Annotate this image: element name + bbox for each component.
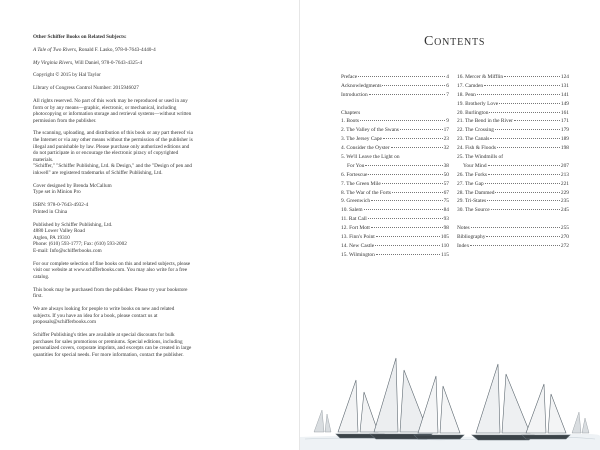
related-book-2-title: My Virginia Rivers, [33, 59, 74, 66]
toc-entry[interactable] [341, 234, 449, 243]
toc-entry-page: 50 [443, 171, 449, 178]
toc-entry[interactable] [457, 154, 569, 163]
purchase-notice: This book may be purchased from the publisher. Please try your bookstore first. [33, 286, 188, 300]
toc-leader-dots [376, 253, 440, 255]
toc-entry[interactable] [457, 172, 569, 181]
toc-entry-title: 5. We'll Leave the Light on [341, 154, 400, 161]
toc-leader-dots [491, 208, 560, 210]
toc-entry-title: 23. The Canals [457, 136, 490, 143]
toc-entry-title: 28. The Dammed [457, 189, 495, 196]
toc-entry-page: 67 [443, 189, 449, 196]
related-books-heading: Other Schiffer Books on Related Subjects: [33, 34, 127, 40]
toc-entry[interactable] [341, 190, 449, 199]
toc-entry-title: 18. Penn [457, 91, 476, 98]
toc-entry-page: 93 [443, 216, 449, 223]
toc-entry-page: 110 [441, 242, 449, 249]
toc-entry-title: 3. The Jersey Cape [341, 136, 382, 143]
trademark-notice: "Schiffer," "Schiffer Publishing, Ltd. & Design," and the "Design of pen and inkwell" are registered trademarks of Schiffer Publishing, Ltd. [33, 163, 193, 177]
discounts-notice: Schiffer Publishing's titles are available at special discounts for bulk purchases for sales promotions or premiums. Special editions, including personalized covers, corporate imprints, and excerpts can be created in large quantities for special needs. For more information, contact the publisher. [33, 332, 192, 358]
toc-leader-dots [471, 226, 560, 228]
toc-leader-dots [392, 191, 443, 193]
toc-entry[interactable] [457, 225, 569, 234]
toc-entry-page: 23 [443, 136, 449, 143]
toc-entry[interactable] [341, 198, 449, 207]
toc-entry-page: 198 [560, 145, 569, 152]
toc-entry-title: 24. Fish & Floods [457, 145, 496, 152]
toc-leader-dots [382, 84, 445, 86]
toc-entry-page: 9 [446, 118, 449, 125]
distant-boat-right [572, 412, 589, 433]
publisher-city: Atglen, PA 19310 [33, 234, 70, 241]
toc-entry[interactable] [457, 74, 569, 83]
toc-entry-title: 14. New Castle [341, 242, 375, 249]
toc-entry-page: 141 [560, 91, 569, 98]
toc-entry-page: 161 [560, 109, 569, 116]
toc-entry[interactable] [341, 92, 449, 101]
toc-entry[interactable] [457, 136, 569, 145]
toc-leader-dots [485, 182, 560, 184]
toc-leader-dots [514, 119, 560, 121]
publisher-street: 4880 Lower Valley Road [33, 228, 85, 235]
toc-entry-title: Acknowledgments [341, 82, 382, 89]
related-book-1-title: A Tale of Two Rivers, [33, 46, 78, 53]
toc-entry-title: 27. The Gap [457, 180, 484, 187]
toc-leader-dots [470, 244, 560, 246]
toc-entry-title: Your Mind [463, 162, 487, 169]
toc-entry-page: 272 [560, 242, 569, 249]
toc-entry[interactable] [341, 216, 449, 225]
toc-entry-title: 8. The War of the Forts [341, 189, 391, 196]
toc-entry-page: 75 [443, 198, 449, 205]
toc-leader-dots [365, 164, 442, 166]
toc-entry[interactable] [457, 92, 569, 101]
toc-entry[interactable] [457, 234, 569, 243]
schooner-3 [414, 376, 464, 439]
toc-entry-page: 221 [560, 180, 569, 187]
toc-entry[interactable] [457, 118, 569, 127]
toc-leader-dots [371, 226, 443, 228]
typeset-credit: Type set in Minion Pro [33, 189, 81, 196]
schooner-4 [472, 364, 534, 440]
toc-entry-page: 235 [560, 198, 569, 205]
toc-entry-page: 255 [560, 225, 569, 232]
toc-entry[interactable] [341, 136, 449, 145]
related-book-1-details: Ronald F. Lasko, 978-0-7643-4440-4 [77, 46, 156, 53]
toc-entry-page: 149 [560, 100, 569, 107]
toc-entry-page: 115 [441, 251, 449, 258]
toc-entry-title: 26. The Forks [457, 171, 487, 178]
publisher-email: E-mail: Info@schifferbooks.com [33, 247, 102, 254]
toc-leader-dots [360, 119, 445, 121]
toc-entry-page: 6 [446, 82, 449, 89]
toc-entry[interactable] [457, 83, 569, 92]
toc-entry[interactable] [341, 172, 449, 181]
toc-entry-page: 32 [443, 145, 449, 152]
toc-entry-title: 1. Boots [341, 118, 359, 125]
toc-entry-title: 10. Salem [341, 207, 363, 214]
toc-leader-dots [499, 102, 560, 104]
toc-leader-dots [487, 199, 560, 201]
toc-leader-dots [477, 93, 560, 95]
toc-entry[interactable] [457, 110, 569, 119]
toc-leader-dots [497, 146, 560, 148]
toc-entry-page: 98 [443, 225, 449, 232]
toc-entry-title: 13. Finn's Point [341, 234, 375, 241]
toc-entry-title: 12. Fort Mott [341, 225, 370, 232]
toc-entry-title: 29. Tri-States [457, 198, 487, 205]
toc-column-right [457, 74, 569, 252]
toc-entry-page: 38 [443, 162, 449, 169]
authors-notice: We are always looking for people to write books on new and related subjects. If you have an idea for a book, please contact us at proposals@schifferbooks.com [33, 306, 175, 326]
toc-entry[interactable] [341, 225, 449, 234]
toc-entry[interactable] [341, 74, 449, 83]
toc-leader-dots [391, 146, 443, 148]
toc-leader-dots [368, 217, 443, 219]
toc-entry-page: 4 [446, 74, 449, 80]
toc-leader-dots [375, 244, 440, 246]
toc-entry[interactable] [341, 163, 449, 172]
toc-leader-dots [490, 137, 560, 139]
toc-entry-title: Introduction [341, 91, 368, 98]
toc-entry[interactable] [457, 198, 569, 207]
contents-title: Contents [424, 34, 486, 49]
toc-entry-title: 20. Burlington [457, 109, 489, 116]
toc-entry[interactable] [341, 252, 449, 261]
related-book-2 [33, 60, 193, 67]
toc-entry-title: Index [457, 242, 470, 249]
toc-entry[interactable] [341, 118, 449, 127]
toc-entry-page: 207 [560, 162, 569, 169]
toc-leader-dots [484, 84, 560, 86]
toc-entry-page: 131 [560, 82, 569, 89]
toc-entry-title: 2. The Valley of the Swans [341, 127, 399, 134]
toc-entry-page: 171 [560, 118, 569, 125]
toc-leader-dots [382, 182, 443, 184]
isbn: ISBN: 978-0-7643-4932-4 [33, 202, 89, 209]
related-book-2-details: Will Daniel, 978-0-7643-4325-4 [73, 59, 143, 66]
toc-entry-title: 7. The Green Mile [341, 180, 381, 187]
toc-entry-page: 189 [560, 136, 569, 143]
toc-entry-title: 6. Fortescue [341, 171, 368, 178]
toc-entry-page: 84 [443, 207, 449, 214]
toc-entry[interactable] [457, 181, 569, 190]
toc-entry[interactable] [457, 190, 569, 199]
toc-entry-page: 17 [443, 127, 449, 134]
publisher-name: Published by Schiffer Publishing, Ltd. [33, 221, 113, 228]
toc-entry-title: 11. Rat Call [341, 216, 367, 223]
toc-entry-title: Bibliography [457, 234, 486, 241]
toc-entry-title: 15. Wilmington [341, 251, 375, 258]
toc-leader-dots [369, 93, 446, 95]
printed-in: Printed in China [33, 208, 68, 215]
toc-entry-title: 16. Mercer & Mifflin [457, 74, 504, 80]
toc-leader-dots [489, 111, 559, 113]
loc-number: Library of Congress Control Number: 2015946027 [33, 85, 139, 92]
toc-entry[interactable] [341, 243, 449, 252]
toc-entry[interactable] [341, 207, 449, 216]
distant-boat-left [314, 410, 331, 432]
toc-entry-page: 179 [560, 127, 569, 134]
toc-entry-page: 245 [560, 207, 569, 214]
toc-entry[interactable] [341, 145, 449, 154]
catalog-notice: For our complete selection of fine books on this and related subjects, please visit our website at www.schifferbooks.com. You may also write for a free catalog. [33, 260, 191, 280]
toc-entry-title: 30. The Source [457, 207, 490, 214]
toc-entry-page: 7 [446, 91, 449, 98]
toc-entry[interactable] [457, 101, 569, 110]
toc-entry-title: 19. Brotherly Love [457, 100, 499, 107]
copyright-page [33, 34, 193, 365]
toc-entry-title: 25. The Windmills of [457, 154, 504, 161]
toc-entry-title: 9. Greenwich [341, 198, 371, 205]
toc-leader-dots [400, 128, 443, 130]
toc-spacer [341, 101, 449, 110]
toc-entry-title: 21. The Bend in the River [457, 118, 513, 125]
toc-entry[interactable] [457, 207, 569, 216]
toc-leader-dots [488, 164, 560, 166]
toc-entry[interactable] [457, 243, 569, 252]
toc-entry-page: 124 [560, 74, 569, 80]
toc-entry-page: 105 [440, 234, 449, 241]
toc-entry[interactable] [341, 181, 449, 190]
toc-leader-dots [364, 208, 443, 210]
toc-leader-dots [504, 75, 560, 77]
cover-credit: Cover designed by Brenda McCallum [33, 182, 112, 189]
rights-notice: All rights reserved. No part of this work may be reproduced or used in any form or by any means—graphic, electronic, or mechanical, including photocopying or information storage and retrieval systems—without written permission from the publisher. [33, 97, 192, 124]
toc-entry[interactable] [341, 154, 449, 163]
toc-entry-page: 57 [443, 180, 449, 187]
toc-entry-title: For You [347, 162, 365, 169]
toc-leader-dots [486, 235, 559, 237]
toc-entry[interactable] [457, 145, 569, 154]
related-book-1 [33, 47, 193, 54]
toc-entry[interactable] [457, 127, 569, 136]
toc-entry-title: Preface [341, 74, 358, 80]
scanning-notice: The scanning, uploading, and distribution of this book or any part thereof via the Internet or via any other means without the permission of the publisher is illegal and punishable by law. Please purchase only authorized editions and do not participate in or encourage the electronic piracy of copyrighted materials. [33, 130, 193, 163]
toc-leader-dots [383, 137, 443, 139]
toc-entry[interactable] [457, 163, 569, 172]
toc-spacer [457, 216, 569, 225]
toc-entry-title: 4. Consider the Oyster [341, 145, 390, 152]
toc-column-left [341, 74, 449, 261]
schooners-illustration [300, 340, 600, 450]
publisher-phone: Phone: (610) 593-1777; Fax: (610) 593-2002 [33, 241, 127, 248]
toc-leader-dots [371, 199, 443, 201]
toc-leader-dots [488, 173, 560, 175]
copyright-line: Copyright © 2015 by Hal Taylor [33, 72, 101, 79]
toc-entry-title: Notes [457, 225, 470, 232]
schooner-5 [522, 384, 570, 439]
chapters-heading: Chapters [341, 109, 361, 116]
toc-leader-dots [376, 235, 440, 237]
toc-leader-dots [368, 173, 442, 175]
toc-leader-dots [495, 191, 559, 193]
toc-entry-page: 270 [560, 234, 569, 241]
toc-leader-dots [358, 75, 445, 77]
toc-entry-title: 17. Camden [457, 82, 484, 89]
toc-entry-title: 22. The Crossing [457, 127, 494, 134]
toc-leader-dots [495, 128, 560, 130]
toc-entry-page: 229 [560, 189, 569, 196]
toc-entry[interactable] [341, 127, 449, 136]
toc-entry-page: 213 [560, 171, 569, 178]
toc-entry[interactable] [341, 83, 449, 92]
